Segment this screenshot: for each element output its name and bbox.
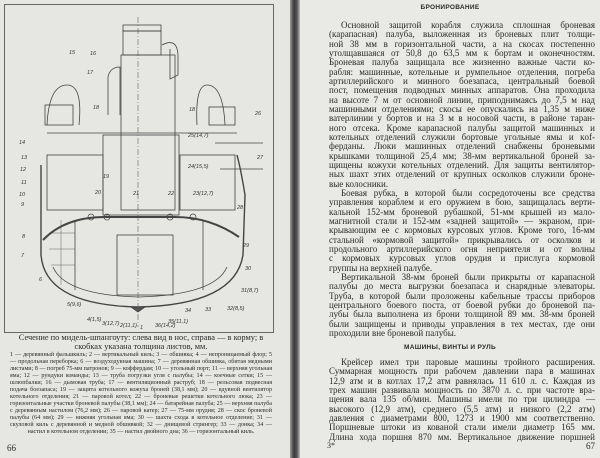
figure-label: 19 [103,174,110,180]
text-line: ного отсека. Кроме карапасной палубы защитой машинных и [329,122,595,133]
figure-label: 20 [95,190,102,196]
inner-bottom [53,267,227,297]
armor-section-text [329,21,595,338]
text-line: Броневая палуба защищала все жизненно важные части ко- [329,57,595,68]
text-line: стальной «кормовой защитой» прикрывались от осколков и [329,234,595,245]
text-line: артиллерийского и минного боезапаса, центральный боевой [329,75,595,86]
text-line: Суммарная мощность при рабочем давлении пара в машинах [329,366,595,377]
figure-label: 27 [257,155,264,161]
text-line: лубы была выполнена из брони толщиной 89 мм. 38-мм броней [329,309,595,320]
left-page [0,0,292,458]
figure-label: 5(9,6) [67,302,82,308]
figure-label: 26 [255,111,262,117]
cross-section-figure [4,4,274,333]
text-line: управления кораблем и его оружием в бою, защищалась верти- [329,197,595,208]
figure-label: 31(8,7) [241,288,259,294]
figure-label: 30 [245,266,252,272]
figure-caption: Сечение по мидель-шпангоуту: слева вид в нос, справа — в корму; в скобках указана толщина листов, мм. [18,333,264,351]
text-line: вые колосники. [329,178,389,189]
text-line: ной 38 мм в горизонтальной части, а на скосах постепенно [329,38,595,49]
keel [131,307,145,312]
text-line: ватерлинии у бортов и на 3 м в носовой части, в районе таран- [329,113,595,124]
text-line: (карапасная) палуба, выложенная из броневых плит толщи- [329,29,595,40]
figure-label: 3(12,7) [102,321,120,327]
text-line: 12,9 атм и в котлах 17,2 атм равнялась 11 610 л. с. Каждая из [329,375,595,386]
text-line: группы на верхней палубе. [329,262,433,273]
text-line: Поршневые штоки из кованой стали имели диаметр 165 мм. [329,422,595,433]
casing [103,135,179,215]
text-line: котельных отделений служили бортовые угольные ямы и кof- [329,131,595,142]
text-line: утолщавшаяся от 50,8 до 63,5 мм к бортам и оконечностям. [329,47,595,58]
funnel-top [123,31,161,55]
figure-label: 32(8,5) [227,306,245,312]
text-line: Крейсер имел три паровые машины тройного расширения. [341,357,595,367]
text-line: трех машин развивала мощность по 3870 л. с. при частоте вра- [329,384,595,395]
figure-legend: 1 — деревянный фальшкиль; 2 — вертикальный киль; 3 — обшивка; 4 — непроницаемый флор; 5 — продольная переборка; 6 — воздуходувная машина; 7 — деревянная обшивка, обитая медными листами; 8 — погреб 75-мм патронов; 9 — коффердам; 10 — угольный порт; 11 — верхняя угольная яма; 12 — рундуки команды; 13 — труба погрузки угля с палубы; 14 — коечные сетки; 15 — шлюпбалки; 16 — дымовая труба; 17 — вентиляционный раструб; 18 — рельсовая подвесная подача боезапаса; 19 — защита котельного кожуха броней (38,1 мм); 20 — вдувной вентилятор котельного отделения; 21 — паровой котел; 22 — броневые решетки котельного люка; 23 — горизонтальные участки броневой палубы (38,1 мм); 24 — батарейная палуба; 25 — верхняя палуба с деревянным настилом (76,2 мм); 26 — паровой катер; 27 — 75-мм орудия; 28 — скос броневой палубы (64 мм); 29 — нижняя угольная яма; 30 — шахта схода в котельное отделение; 31 — скуловой киль с деревянной и медной обшивкой; 32 — днищевой стрингер; 33 — донка; 34 — настил в котельном отделении; 35 — настил двойного дна; 36 — горизонтальный киль. [10,352,272,435]
section-heading-machinery: МАШИНЫ, ВИНТЫ И РУЛЬ [404,344,496,351]
text-line: давления с диаметрами 800, 1273 и 1900 мм соответственно. [329,412,595,423]
ventilator-left [108,67,120,115]
figure-label: 4(1,5) [87,317,102,323]
figure-label: 33 [205,307,212,313]
figure-label: 18 [189,107,196,113]
page-number-right: 67 [586,441,595,451]
text-line: машинными отделениями; скосы ее опускались на 1,35 м ниже [329,103,595,114]
book-spine [290,0,300,458]
figure-label: 10 [19,192,26,198]
text-line: рабля: машинные, котельные и румпельное отделения, погреба [329,66,595,77]
text-line: Вертикальной 38-мм броней были прикрыты от карапасной [341,271,595,282]
text-line: на высоте 7 м от основной линии, приподнимаясь до 7,5 м над [329,94,595,105]
figure-label: 2(11,1) [120,323,138,329]
figure-label: 7 [21,253,25,259]
text-line: Боевая рубка, в которой были сосредоточены все средства [341,187,595,198]
figure-label: 15 [69,50,76,56]
figure-label: 16 [90,51,97,57]
funnel-cap [123,25,161,31]
page-number-left: 66 [7,443,16,453]
davit-right [197,85,225,125]
figure-label: 18 [93,105,100,111]
signature-mark: 3* [327,441,335,450]
text-line: кальной 152-мм броневой рубашкой, 51-мм крышей из мало- [329,206,595,217]
text-line: щищены кожухи котельных отделений. Для защиты вентилятор- [329,159,595,170]
figure-label: 28 [237,205,244,211]
figure-label: 25(14,7) [188,133,209,139]
figure-label: 6 [39,277,43,283]
text-line: магнитной стали и 152-мм «задней защитой» — экраном, при- [329,215,595,226]
figure-label: 17 [87,70,94,76]
text-line: Труба, в которой были проложены кабельные трассы приборов [329,290,595,301]
figure-label: 9 [21,202,25,208]
figure-label: 11 [21,180,27,186]
text-line: были защищены и приводы управления в тех местах, где они [329,318,595,329]
text-line: центрального боевого поста, от боевой рубки до броневой па- [329,299,595,310]
figure-label: 23(12,7) [193,191,214,197]
text-line: проходили вне броневой палубы. [329,327,457,338]
figure-label: 21 [133,191,140,197]
figure-label: 24(15,5) [188,164,209,170]
figure-label: 35(11,1) [168,319,189,325]
text-line: ных шахт этих отделений от крупных осколков служили броне- [329,169,595,180]
figure-label: 12 [20,167,27,173]
text-line: высокого (12,9 атм), среднего (5,5 атм) и низкого (2,2 атм) [329,403,595,414]
text-line: Длина хода поршня 870 мм. Вертикальное движение поршней [329,431,595,442]
text-line: крышками толщиной 25,4 мм; 38-мм вертикальной броней за- [329,150,595,161]
figure-label: 29 [243,243,250,249]
ventilator-right [162,43,178,79]
machinery-section-text [329,358,595,442]
battery-left [47,155,103,210]
text-line: палубы до места выгрузки боезапаса и снарядные элеваторы. [329,281,595,292]
midship-section-drawing [5,5,273,332]
figure-label: 8 [22,234,26,240]
hull [41,155,245,307]
text-line: продольного артиллерийского огня неприятеля и от волны [329,243,595,254]
figure-label: 1 [140,325,144,331]
armored-deck [43,217,239,240]
text-line: ферданы. Люки машинных отделений снабжены броневыми [329,141,595,152]
text-line: пост, помещения подводных минных аппаратов. Она проходила [329,85,595,96]
figure-label: 34 [185,308,192,314]
boiler [117,235,173,295]
figure-label: 36(14,2) [155,323,176,329]
funnel [121,55,175,210]
text-line: с кормовых курсовых углов орудия и прислуга кормовой [329,253,595,264]
figure-label: 13 [21,155,28,161]
boat-right [209,107,235,125]
section-heading-armor: БРОНИРОВАНИЕ [420,4,480,11]
text-line: Основной защитой корабля служила сплошная броневая [341,20,595,30]
text-line: щения вала 135 об/мин. Машины имели по три цилиндра — [329,394,595,405]
text-line: крывающим ее с кормовых курсовых углов. Кроме того, 16-мм [329,225,595,236]
figure-label: 22 [168,191,175,197]
figure-label: 14 [19,140,26,146]
